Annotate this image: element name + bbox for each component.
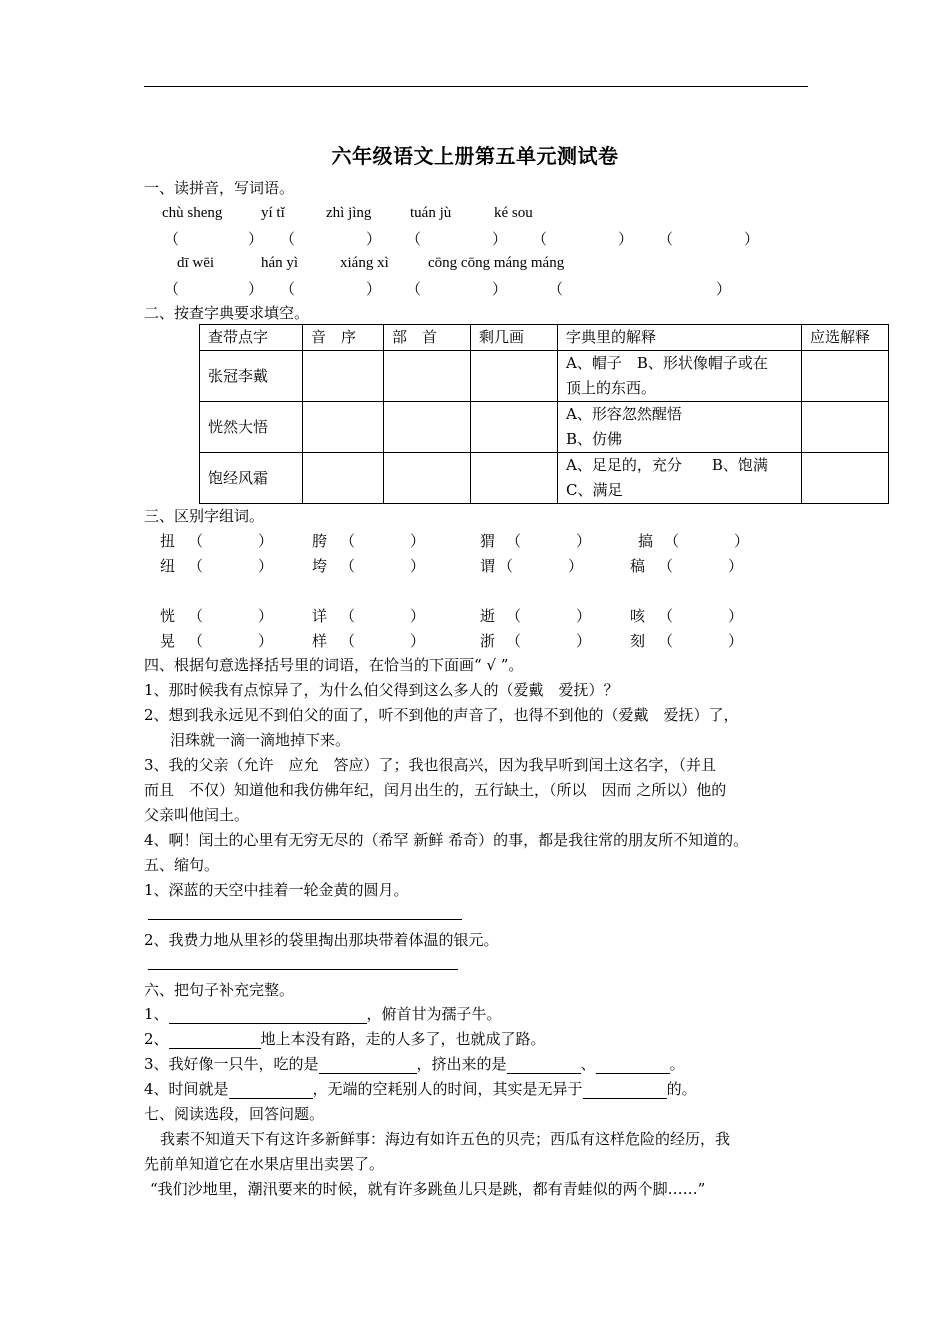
paren-open: （	[406, 280, 422, 298]
s6-q4-pre: 4、时间就是	[144, 1080, 229, 1098]
fill-blank[interactable]	[319, 1057, 417, 1074]
paren-close: ）	[576, 632, 592, 650]
definition-line: A、足足的，充分 B、饱满	[566, 456, 768, 474]
paren-close: ）	[248, 280, 264, 298]
s6-q3-mid: ，挤出来的是	[416, 1055, 507, 1073]
definition-cell	[558, 453, 802, 504]
paren-close: ）	[576, 607, 592, 625]
paren-open: （	[664, 532, 680, 550]
pinyin-chusheng: chù sheng	[162, 205, 223, 221]
s6-q2-pre: 2、	[144, 1030, 169, 1048]
definition-line: B、仿佛	[566, 430, 623, 448]
s3-heading: 三、区别字组词。	[144, 507, 265, 525]
paren-open: （	[532, 230, 548, 248]
char: 胯	[312, 532, 328, 550]
char: 样	[312, 632, 328, 650]
paren-close: ）	[568, 557, 584, 575]
char: 晃	[160, 632, 176, 650]
answer-cell[interactable]	[384, 402, 471, 453]
paren-open: （	[280, 230, 296, 248]
col-header: 应选解释	[802, 325, 889, 351]
paren-close: ）	[492, 280, 508, 298]
s5-q1: 1、深蓝的天空中挂着一轮金黄的圆月。	[144, 881, 409, 899]
definition-line: A、帽子 B、形状像帽子或在	[566, 354, 768, 372]
definition-cell	[558, 351, 802, 402]
s4-q3b: 而且 不仅）知道他和我仿佛年纪，闰月出生的，五行缺土，（所以 因而 之所以）他的	[144, 781, 727, 799]
fill-blank[interactable]	[596, 1057, 670, 1074]
paren-open: （	[188, 557, 204, 575]
s1-heading: 一、读拼音，写词语。	[144, 179, 295, 197]
paren-close: ）	[728, 632, 744, 650]
paren-open: （	[280, 280, 296, 298]
pinyin-kesou: ké sou	[494, 205, 533, 221]
s6-q3	[144, 1054, 685, 1074]
fill-blank[interactable]	[169, 1032, 261, 1049]
s6-q4	[144, 1079, 697, 1099]
char: 猬	[480, 532, 496, 550]
paren-close: ）	[734, 532, 750, 550]
paren-close: ）	[410, 557, 426, 575]
table-row	[200, 453, 889, 504]
paren-close: ）	[728, 557, 744, 575]
s5-q2: 2、我费力地从里衫的袋里掏出那块带着体温的银元。	[144, 931, 499, 949]
answer-cell[interactable]	[471, 453, 558, 504]
fill-blank[interactable]	[507, 1057, 581, 1074]
paren-close: ）	[618, 230, 634, 248]
char: 谓	[480, 557, 496, 575]
char: 咳	[630, 607, 646, 625]
s5-heading: 五、缩句。	[144, 856, 220, 874]
char: 扭	[160, 532, 176, 550]
s6-q3-sep: 、	[580, 1055, 596, 1073]
paren-open: （	[188, 532, 204, 550]
paren-open: （	[340, 607, 356, 625]
paren-open: （	[658, 557, 674, 575]
char: 恍	[160, 607, 176, 625]
s4-q3a: 3、我的父亲（允许 应允 答应）了；我也很高兴，因为我早听到闰土这名字，（并且	[144, 756, 717, 774]
s7-p1b: 先前单知道它在水果店里出卖罢了。	[144, 1155, 385, 1173]
row-word: 张冠李戴	[200, 351, 303, 402]
paren-close: ）	[258, 632, 274, 650]
s6-q2	[144, 1029, 546, 1049]
s6-q1-pre: 1、	[144, 1005, 169, 1023]
s6-q1-post: ，俯首甘为孺子牛。	[366, 1005, 502, 1023]
s7-p1a: 我素不知道天下有这许多新鲜事：海边有如许五色的贝壳；西瓜有这样危险的经历，我	[160, 1130, 731, 1148]
fill-blank[interactable]	[229, 1082, 313, 1099]
s7-heading: 七、阅读选段，回答问题。	[144, 1105, 325, 1123]
answer-cell[interactable]	[384, 351, 471, 402]
definition-line: A、形容忽然醒悟	[566, 405, 682, 423]
paren-open: （	[658, 632, 674, 650]
s6-q4-post: 的。	[666, 1080, 697, 1098]
paren-open: （	[340, 632, 356, 650]
paren-close: ）	[410, 632, 426, 650]
paren-open: （	[506, 632, 522, 650]
s6-q2-post: 地上本没有路，走的人多了，也就成了路。	[260, 1030, 546, 1048]
s6-q4-mid: ，无端的空耗别人的时间，其实是无异于	[312, 1080, 583, 1098]
paren-close: ）	[716, 280, 732, 298]
pinyin-hanyi: hán yì	[261, 255, 299, 271]
paren-close: ）	[258, 557, 274, 575]
paren-open: （	[188, 607, 204, 625]
char: 稿	[630, 557, 646, 575]
paren-open: （	[164, 280, 180, 298]
s4-q2a: 2、想到我永远见不到伯父的面了，听不到他的声音了，也得不到他的（爱戴 爱抚）了，	[144, 706, 739, 724]
paren-close: ）	[366, 230, 382, 248]
char: 逝	[480, 607, 496, 625]
pinyin-diwei: dī wēi	[177, 255, 215, 271]
s2-heading: 二、按查字典要求填空。	[144, 304, 310, 322]
answer-cell[interactable]	[384, 453, 471, 504]
col-header: 音 序	[303, 325, 384, 351]
char: 搞	[638, 532, 654, 550]
char: 刻	[630, 632, 646, 650]
table-row	[200, 402, 889, 453]
paren-open: （	[498, 557, 514, 575]
paren-close: ）	[248, 230, 264, 248]
paren-close: ）	[576, 532, 592, 550]
paren-close: ）	[492, 230, 508, 248]
s4-q1: 1、那时候我有点惊异了，为什么伯父得到这么多人的（爱戴 爱抚）？	[144, 681, 619, 699]
paren-open: （	[506, 607, 522, 625]
paren-open: （	[506, 532, 522, 550]
definition-line: C、满足	[566, 481, 623, 499]
pinyin-congcongmangmang: cōng cōng máng máng	[428, 255, 565, 271]
paren-open: （	[406, 230, 422, 248]
paren-open: （	[658, 230, 674, 248]
pinyin-zhijing: zhì jìng	[326, 205, 372, 221]
col-header: 部 首	[384, 325, 471, 351]
paren-open: （	[164, 230, 180, 248]
answer-cell[interactable]	[802, 453, 889, 504]
paren-close: ）	[258, 532, 274, 550]
answer-line[interactable]	[148, 919, 462, 920]
definition-line: 顶上的东西。	[566, 379, 657, 397]
paren-open: （	[340, 532, 356, 550]
pinyin-xiangxi: xiáng xì	[340, 255, 389, 271]
fill-blank[interactable]	[169, 1007, 367, 1024]
answer-cell[interactable]	[303, 351, 384, 402]
pinyin-tuanju: tuán jù	[410, 205, 452, 221]
header-rule	[144, 86, 808, 87]
s6-q3-post: 。	[669, 1055, 685, 1073]
paren-open: （	[658, 607, 674, 625]
table-header-row	[200, 325, 889, 351]
answer-cell[interactable]	[303, 402, 384, 453]
paren-close: ）	[744, 230, 760, 248]
answer-cell[interactable]	[303, 453, 384, 504]
exam-title: 六年级语文上册第五单元测试卷	[331, 144, 619, 168]
col-header: 字典里的解释	[558, 325, 802, 351]
char: 浙	[480, 632, 496, 650]
answer-cell[interactable]	[471, 351, 558, 402]
row-word: 饱经风霜	[200, 453, 303, 504]
s4-heading: 四、根据句意选择括号里的词语，在恰当的下面画“ √ ”。	[144, 656, 524, 674]
paren-open: （	[548, 280, 564, 298]
fill-blank[interactable]	[583, 1082, 667, 1099]
paren-close: ）	[410, 607, 426, 625]
char: 详	[312, 607, 328, 625]
paren-open: （	[188, 632, 204, 650]
s4-q4: 4、啊！闰土的心里有无穷无尽的（希罕 新鲜 希奇）的事，都是我往常的朋友所不知道的。	[144, 831, 749, 849]
answer-cell[interactable]	[802, 351, 889, 402]
paren-close: ）	[728, 607, 744, 625]
pinyin-yiti: yí tǐ	[261, 205, 285, 221]
table-row	[200, 351, 889, 402]
paren-close: ）	[410, 532, 426, 550]
s4-q3c: 父亲叫他闰土。	[144, 806, 250, 824]
col-header: 查带点字	[200, 325, 303, 351]
answer-cell[interactable]	[802, 402, 889, 453]
char: 垮	[312, 557, 328, 575]
s6-heading: 六、把句子补充完整。	[144, 981, 295, 999]
s4-q2b: 泪珠就一滴一滴地掉下来。	[170, 731, 351, 749]
s7-p2: “我们沙地里，潮汛要来的时候，就有许多跳鱼儿只是跳，都有青蛙似的两个脚……”	[150, 1180, 706, 1198]
answer-line[interactable]	[148, 969, 458, 970]
col-header: 剩几画	[471, 325, 558, 351]
paren-close: ）	[258, 607, 274, 625]
answer-cell[interactable]	[471, 402, 558, 453]
paren-open: （	[340, 557, 356, 575]
s6-q3-pre: 3、我好像一只牛，吃的是	[144, 1055, 319, 1073]
row-word: 恍然大悟	[200, 402, 303, 453]
paren-close: ）	[366, 280, 382, 298]
definition-cell	[558, 402, 802, 453]
s6-q1	[144, 1004, 502, 1024]
char: 纽	[160, 557, 176, 575]
dictionary-table	[199, 324, 889, 504]
